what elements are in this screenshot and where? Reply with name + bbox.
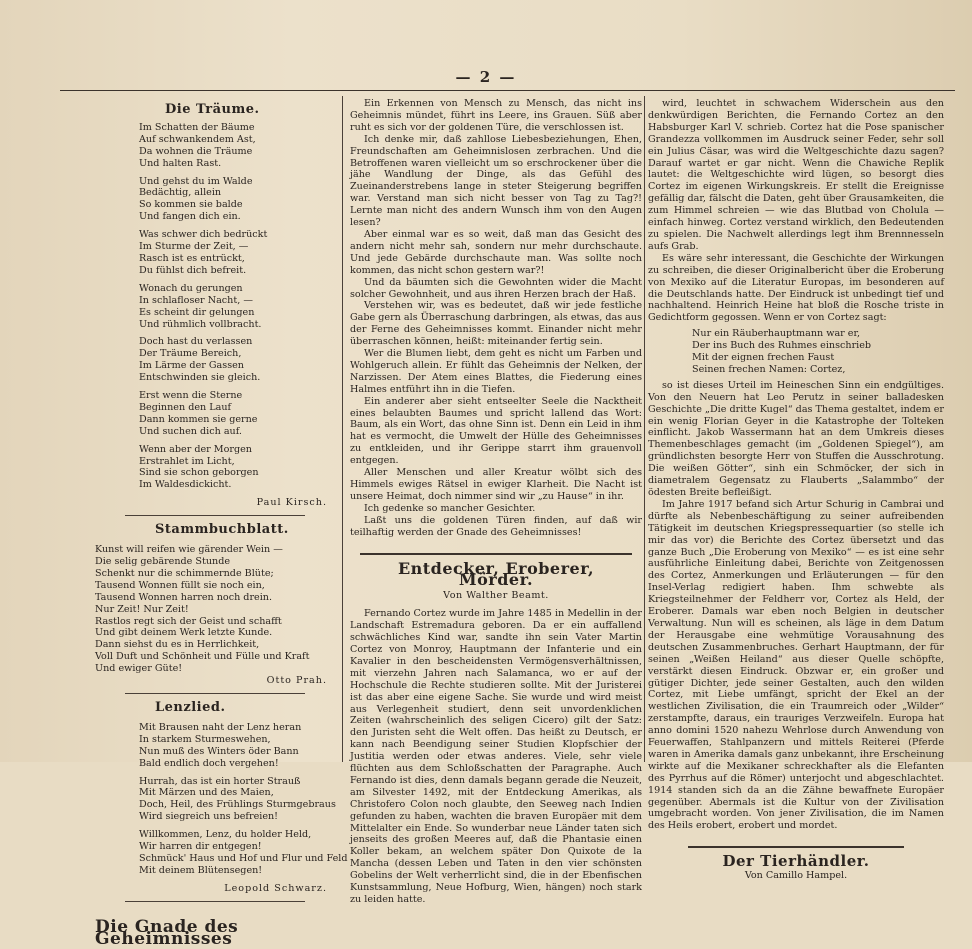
verse-line: Wenn aber der Morgen [139, 443, 252, 455]
article-header [360, 553, 632, 603]
verse-line: Auf schwankendem Ast, [139, 133, 256, 145]
verse-line: Was schwer dich bedrückt [139, 229, 268, 241]
verse-line: Schenkt nur die schimmernde Blüte; [95, 567, 274, 579]
stanza [139, 336, 335, 384]
verse-line: Der Träume Bereich, [139, 348, 242, 360]
section-divider [125, 693, 305, 694]
header-rule [60, 90, 955, 91]
verse-line: Du fühlst dich befreit. [139, 264, 247, 276]
verse-line: Mit Märzen und des Maien, [139, 787, 274, 799]
article-title-gnade: Die Gnade des Geheimnisses [95, 916, 239, 949]
paragraph: Aber einmal war es so weit, daß man das Gesicht des andern nicht mehr sah, sondern nur mehr durchschaute. Und jede Gebärde durchschaute man. Was sollte noch kommen, das nicht schon gestern war?! [350, 228, 642, 276]
column-article-cont [648, 98, 944, 882]
paragraph: so ist dieses Urteil im Heineschen Sinn ein endgültiges. Von den Neuern hat Leo Perutz in seiner balladesken Geschichte „Die dritte Kugel“ das Thema gestaltet, indem er ein wenig Florian Geyer in die Katastrophe der Tolteken einflicht. Jakob Wassermann hat an dem Umkreis dieses Themenbeschlages gemacht (im „Goldenen Spiegel“), am gründlichsten besorgte Herr von Stuffen die Ausschrotung. Die weißen Götter“, sinh ein Schmöcker, der sich in diametralem Gegensatz zu Flauberts „Salammbo“ der ödesten Breite befleißigt. [648, 379, 944, 498]
paragraph: wird, leuchtet in schwachem Widerschein aus den denkwürdigen Berichten, die Fernando Cortez an den Habsburger Karl V. schrieb. Cortez hat die Pose spanischer Grandezza vollkommen im Ausdruck seiner Feder, sehr soll ein Julius Cäsar, was wird die Weltgeschichte dazu sagen? Darauf wartet er gar nicht. Wenn die Chawiche Replik lautet: die Weltgeschichte wird lügen, so besorgt dies Cortez im eigenen Wirkungskreis. Er stellt die Ereignisse gefällig dar, fälscht die Daten, geht über Grausamkeiten, die zum Himmel schreien — wie das Blutbad von Cholula — einfach hinweg. Cortez verstand wirklich, den Bedeutenden zu spielen. Die Nachwelt allerdings legt ihm Brennnesseln aufs Grab. [648, 98, 944, 252]
verse-line: Wir harren dir entgegen! [139, 841, 262, 853]
verse-line: Bald endlich doch vergehen! [139, 757, 279, 769]
verse-line: Beginnen den Lauf [139, 401, 232, 413]
verse-line: Und fangen dich ein. [139, 211, 241, 223]
verse-line: Seinen frechen Namen: Cortez, [692, 363, 846, 375]
verse-line: Willkommen, Lenz, du holder Held, [139, 829, 312, 841]
verse-line: Da wohnen die Träume [139, 145, 253, 157]
paragraph: Ein Erkennen von Mensch zu Mensch, das nicht ins Geheimnis mündet, führt ins Leere, ins Grauen. Süß aber ruht es sich vor der goldenen Türe, die verschlossen ist. [350, 98, 642, 133]
verse-line: Entschwinden sie gleich. [139, 372, 261, 384]
stanza [139, 390, 335, 438]
section-divider [125, 901, 305, 902]
poem-title-stammbuchblatt: Stammbuchblatt. [155, 522, 289, 538]
verse-line: Erstrahlet im Licht, [139, 455, 235, 467]
stanza [139, 176, 335, 224]
stanza [139, 122, 335, 170]
column-divider [644, 96, 645, 762]
verse-line: Der ins Buch des Ruhmes einschrieb [692, 340, 872, 352]
poem-author: Paul Kirsch. [256, 497, 327, 509]
stanza [139, 776, 335, 824]
poem-author: Otto Prah. [266, 675, 327, 687]
paragraph: Wer die Blumen liebt, dem geht es nicht um Farben und Wohlgeruch allein. Er fühlt das Geheimnis der Nelken, der Narzissen. Der Atem eines Blattes, die Fiederung eines Halmes entführt ihn in die Tiefen. [350, 348, 642, 395]
verse-line: Mit Brausen naht der Lenz heran [139, 721, 302, 733]
verse-line: So kommen sie balde [139, 199, 243, 211]
verse-line: Mit der eignen frechen Faust [692, 352, 835, 364]
stanza [139, 444, 335, 492]
article-header-tierhaendler [688, 846, 904, 882]
poem-lenzlied [95, 721, 348, 877]
poem-title-lenzlied: Lenzlied. [155, 699, 226, 715]
paragraph: Im Jahre 1917 befand sich Artur Schurig in Cambrai und dürfte als Nebenbeschäftigung zu seiner aufreibenden Tätigkeit im deutschen Kriegspressequartier (so stelle ich mir das vor) die Berichte des Cortez übersetzt und das ganze Buch „Die Eroberung von Mexiko“ — es ist eine sehr ausführliche Einleitung dabei, Berichte von Zeitgenossen des Cortez, Anmerkungen und Erläuterungen — für den Insel-Verlag redigiert haben. Ihm schwebte als Kriegsteilnehmer der Feldherr vor, Cortez als Held, der Eroberer. Damals war eben noch Belgien in deutscher Verwaltung. Nun will es scheinen, als läge in dem Datum der Herausgabe eine wehmütige Vorausahnung des deutschen Zusammenbruches. Gerhart Hauptmann, der für seinen „Weißen Heiland“ aus dieser Quelle schöpfte, verstärkt diesen Eindruck. Obzwar er, ein großer und gütiger Dichter, jede seiner Gestalten, auch den wilden Cortez, mit Liebe umfängt, spricht der Ekel an der westlichen Zivilisation, die ein Traumreich oder „Wilder“ zerstampfte, daraus, ein trauriges Verzweifeln. Europa hat anno domini 1520 nahezu Wehrlose durch Anwendung von Feuerwaffen, Stahlpanzern und mittels Reiterei (Pferde waren in Amerika damals ganz unbekannt, ihre Erscheinung wirkte auf die Mexikaner schreckhafter als die Elefanten des Pyrrhus auf die Römer) unterjocht und abgeschlachtet. 1914 standen sich da an die Zähne bewaffnete Europäer gegenüber. Abermals ist die Kultur von der Zivilisation umgebracht worden. Von jener Zivilisation, die im Namen des Heils erobert, erobert und mordet. [648, 498, 944, 832]
article-body-cont [648, 98, 944, 324]
verse-line: Doch hast du verlassen [139, 336, 253, 348]
verse-line: Wonach du gerungen [139, 282, 243, 294]
paragraph: Ich denke mir, daß zahllose Liebesbeziehungen, Ehen, Freundschaften am Geheimnislosen zerbrachen. Und die Betroffenen waren vielleicht um so erschrockener über die jähe Wandlung der Dinge, als das Gefühl des Zueinanderstrebens lange in steter Steigerung begriffen war. Verstand man sich nicht besser von Tag zu Tag?! Lernte man nicht des andern Wunsch ihm von den Augen lesen? [350, 133, 642, 229]
verse-line: Dann siehst du es in Herrlichkeit, [95, 639, 260, 651]
verse-line: Und rühmlich vollbracht. [139, 318, 262, 330]
article-body [350, 608, 642, 906]
article-headline: Der Tierhändler. [722, 852, 870, 871]
verse-line: In schlafloser Nacht, — [139, 294, 253, 306]
essay-body [350, 98, 642, 539]
verse-line: Und gibt deinem Werk letzte Kunde. [95, 627, 273, 639]
poem-author: Leopold Schwarz. [224, 882, 327, 894]
verse-line: Kunst will reifen wie gärender Wein — [95, 544, 283, 556]
article-headline: Entdecker, Eroberer, Mörder. [397, 558, 595, 590]
article-byline: Von Camillo Hampel. [744, 870, 848, 882]
stanza [139, 829, 348, 877]
column-poems [95, 98, 348, 949]
paragraph: Und da bäumten sich die Gewohnten wider die Macht solcher Gewohnheit, und aus ihren Herzen brach der Haß. [350, 276, 642, 300]
verse-line: Nun muß des Winters öder Bann [139, 745, 299, 757]
paragraph: Ein anderer aber sieht entseelter Seele die Nacktheit eines belaubten Baumes und spricht lallend das Wort: Baum, als ein Wort, das ohne Sinn ist. Denn ein Leid in ihm hat es vermocht, die Umwelt der Hülle des Geheimnisses zu entkleiden, und ihr Gerippe starrt ihm grauenvoll entgegen. [350, 395, 642, 467]
verse-line: Dann kommen sie gerne [139, 413, 258, 425]
verse-line: Und suchen dich auf. [139, 425, 242, 437]
verse-line: Und ewiger Güte! [95, 663, 183, 675]
verse-line: Im Waldesdickicht. [139, 479, 232, 491]
verse-line: Tausend Wonnen harren noch drein. [95, 591, 273, 603]
verse-line: Tausend Wonnen füllt sie noch ein, [95, 579, 265, 591]
verse-line: Schmück' Haus und Hof und Flur und Feld [139, 852, 348, 864]
stanza [139, 283, 335, 331]
verse-line: Im Lärme der Gassen [139, 360, 244, 372]
verse-line: Und gehst du im Walde [139, 175, 253, 187]
paragraph: Es wäre sehr interessant, die Geschichte der Wirkungen zu schreiben, die dieser Originalbericht über die Eroberung von Mexiko auf die Literatur Europas, im besonderen auf die Deutschlands hatte. Der Eindruck ist unbedingt tief und nachhaltend. Heinrich Heine hat bloß die Rosche triste in Gedichtform gegossen. Wenn er von Cortez sagt: [648, 252, 944, 324]
verse-line: Und halten Rast. [139, 157, 222, 169]
paragraph: Ich gedenke so mancher Gesichter. [364, 502, 536, 514]
verse-line: Wird siegreich uns befreien! [139, 811, 279, 823]
article-body-cont2 [648, 380, 944, 832]
stanza [139, 229, 335, 277]
verse-line: Bedächtig, allein [139, 187, 222, 199]
page-number: — 2 — [455, 68, 517, 86]
paragraph: Laßt uns die goldenen Türen finden, auf daß wir teilhaftig werden der Gnade des Geheimnisses! [350, 514, 642, 538]
verse-line: Mit deinem Blütensegen! [139, 864, 263, 876]
section-divider [125, 515, 305, 516]
column-essay [350, 98, 642, 905]
column-divider [342, 96, 343, 762]
verse-line: Erst wenn die Sterne [139, 390, 243, 402]
paragraph: Verstehen wir, was es bedeutet, daß wir jede festliche Gabe gern als Überraschung darbringen, als etwas, das aus der Ferne des Geheimnisses kommt. Einander nicht mehr überraschen können, heißt: miteinander fertig sein. [350, 300, 642, 348]
poem-traeume [95, 122, 335, 491]
verse-line: In starkem Sturmeswehen, [139, 733, 271, 745]
poem-title-traeume: Die Träume. [165, 102, 260, 117]
article-byline: Von Walther Beamt. [443, 590, 549, 602]
verse-line: Sind sie schon geborgen [139, 467, 259, 479]
verse-line: Rasch ist es entrückt, [139, 252, 245, 264]
stanza [139, 722, 335, 770]
verse-line: Es scheint dir gelungen [139, 306, 255, 318]
verse-line: Im Sturme der Zeit, — [139, 241, 249, 253]
poem-stammbuchblatt [95, 544, 335, 675]
verse-line: Im Schatten der Bäume [139, 121, 255, 133]
verse-line: Voll Duft und Schönheit und Fülle und Kraft [95, 651, 310, 663]
verse-line: Nur ein Räuberhauptmann war er, [692, 328, 861, 340]
verse-line: Rastlos regt sich der Geist und schafft [95, 615, 282, 627]
verse-line: Hurrah, das ist ein horter Strauß [139, 775, 301, 787]
quoted-verse [692, 328, 944, 376]
verse-line: Doch, Heil, des Frühlings Sturmgebraus [139, 799, 336, 811]
paragraph: Aller Menschen und aller Kreatur wölbt sich des Himmels ewiges Rätsel in ewiger Klarheit. Die Nacht ist unsere Heimat, doch nimmer sind wir „zu Hause“ in ihr. [350, 467, 642, 502]
verse-line: Nur Zeit! Nur Zeit! [95, 603, 189, 615]
paragraph: Fernando Cortez wurde im Jahre 1485 in Medellin in der Landschaft Estremadura geboren. Da er ein auffallend schwächliches Kind war, sandte ihn sein Vater Martin Cortez von Monroy, Hauptmann der Infanterie und ein Kavalier in den bescheidensten Vermögensverhältnissen, mit vierzehn Jahren nach Salamanca, wo er auf der Hochschule die Rechte studieren sollte. Mit der Juristerei ist das aber eine eigene Sache. Sie wurde und wird meist aus Verlegenheit studiert, denn seit unvordenklichen Zeiten (wahrscheinlich des seligen Cicero) gilt der Satz: den Juristen seht die Welt offen. Das heißt zu Deutsch, er kann nach Beendigung seiner Studien Klopfschier der Justitia werden oder etwas anderes. Viele, sehr viele flüchten aus dem Schloßschatten der Paragraphe. Auch Fernando ist dies, denn damals begann gerade die Neuzeit, am Silvester 1492, mit der Entdeckung Amerikas, als Christofero Colon noch glaubte, den Seeweg nach Indien gefunden zu haben, wachten die braven Europäer mit dem Mittelalter ein Ende. So wunderbar neue Länder taten sich jenseits des großen Meeres auf, daß die Phantasie einen Koller bekam, an welchem später Don Quixote de la Mancha (dessen Leben und Taten in den vier schönsten Gobelins der Welt verherrlicht sind, die in der Ebenfischen Kunstsammlung, Neue Hofburg, Wien, hängen) noch stark zu leiden hatte. [350, 608, 642, 905]
verse-line: Die selig gebärende Stunde [95, 556, 231, 567]
